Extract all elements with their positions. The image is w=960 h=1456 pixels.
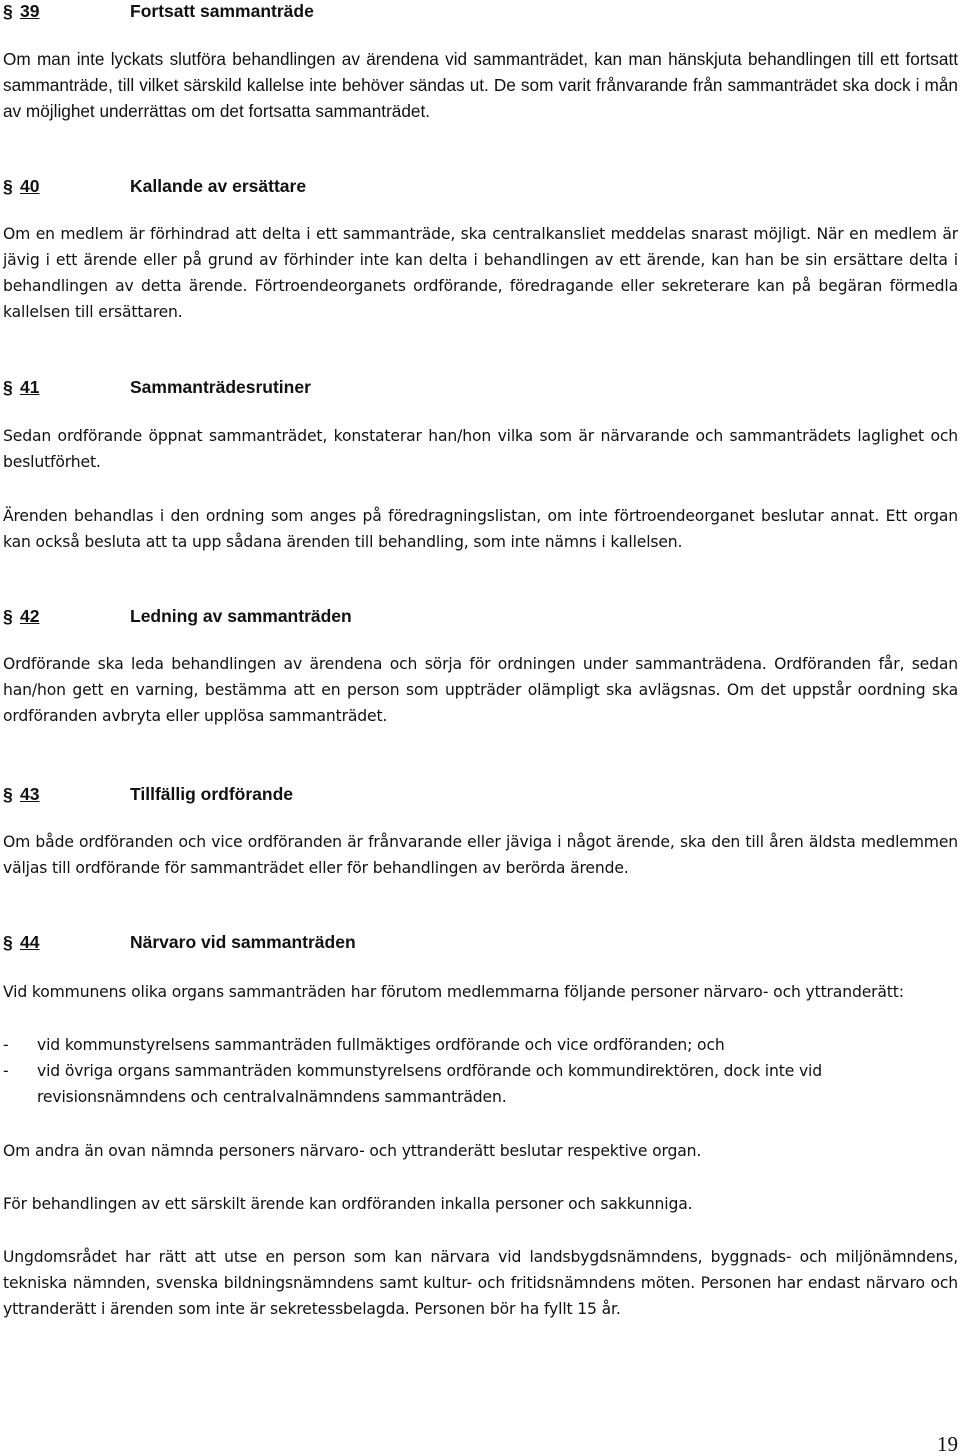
section-title: Fortsatt sammanträde — [130, 1, 314, 21]
section-title: Ledning av sammanträden — [130, 606, 352, 626]
section-number: 44 — [20, 932, 40, 952]
section-heading-41 — [3, 373, 311, 401]
section-heading-44 — [3, 928, 356, 956]
section-title: Kallande av ersättare — [130, 176, 307, 196]
section-symbol: § — [3, 377, 13, 397]
section-symbol: § — [3, 932, 13, 952]
section-43-paragraph: Om både ordföranden och vice ordföranden är frånvarande eller jäviga i något ärende, ska den till åren äldsta medlemmen väljas till ordförande för sammanträdet eller för behandlingen av berörda ärende. — [3, 833, 958, 877]
list-item — [3, 1058, 958, 1110]
section-41-paragraph-2: Ärenden behandlas i den ordning som anges på föredragningslistan, om inte förtroendeorganet beslutar annat. Ett organ kan också besluta att ta upp sådana ärenden till behandling, som inte nämns i kallelsen. — [3, 507, 958, 551]
page-number: 19 — [937, 1432, 958, 1456]
section-44-list — [3, 1032, 958, 1110]
section-symbol: § — [3, 1, 13, 21]
section-number: 42 — [20, 606, 40, 626]
section-number: 43 — [20, 784, 40, 804]
list-item-text: vid kommunstyrelsens sammanträden fullmäktiges ordförande och vice ordföranden; och — [37, 1036, 725, 1054]
section-42-paragraph: Ordförande ska leda behandlingen av ärendena och sörja för ordningen under sammanträdena. Ordföranden får, sedan han/hon gett en varning, bestämma att en person som uppträder olämpligt ska avlägsnas. Om det uppstår oordning ska ordföranden avbryta eller upplösa sammanträdet. — [3, 655, 958, 725]
section-number: 39 — [20, 1, 40, 21]
section-44-paragraph-2: För behandlingen av ett särskilt ärende kan ordföranden inkalla personer och sakkunniga. — [3, 1195, 693, 1213]
list-marker: - — [3, 1036, 9, 1054]
section-title: Närvaro vid sammanträden — [130, 932, 356, 952]
section-41-paragraph-1: Sedan ordförande öppnat sammanträdet, konstaterar han/hon vilka som är närvarande och sammanträdets laglighet och beslutförhet. — [3, 427, 958, 471]
section-number: 41 — [20, 377, 40, 397]
section-44-intro: Vid kommunens olika organs sammanträden har förutom medlemmarna följande personer närvaro- och yttranderätt: — [3, 983, 904, 1001]
list-item-text: vid övriga organs sammanträden kommunstyrelsens ordförande och kommundirektören, dock inte vid revisionsnämndens och centralvalnämndens sammanträden. — [37, 1062, 822, 1106]
section-symbol: § — [3, 176, 13, 196]
section-heading-39 — [3, 0, 314, 25]
section-number: 40 — [20, 176, 40, 196]
section-symbol: § — [3, 784, 13, 804]
list-marker: - — [3, 1062, 9, 1080]
section-40-paragraph: Om en medlem är förhindrad att delta i ett sammanträde, ska centralkansliet meddelas snarast möjligt. När en medlem är jävig i ett ärende eller på grund av förhinder inte kan delta i behandlingen av ett ärende, kan han be sin ersättare delta i behandlingen av detta ärende. Förtroendeorganets ordförande, föredragande eller sekreterare kan på begäran förmedla kallelsen till ersättaren. — [3, 225, 958, 321]
section-44-paragraph-1: Om andra än ovan nämnda personers närvaro- och yttranderätt beslutar respektive organ. — [3, 1142, 702, 1160]
section-44-paragraph-3: Ungdomsrådet har rätt att utse en person som kan närvara vid landsbygdsnämndens, byggnads- och miljönämndens, tekniska nämnden, svenska bildningsnämndens samt kultur- och fritidsnämndens möten. Personen har endast närvaro och yttranderätt i ärenden som inte är sekretessbelagda. Personen bör ha fyllt 15 år. — [3, 1248, 958, 1318]
section-title: Sammanträdesrutiner — [130, 377, 311, 397]
section-heading-42 — [3, 602, 352, 630]
section-heading-40 — [3, 172, 306, 200]
section-symbol: § — [3, 606, 13, 626]
section-heading-43 — [3, 780, 293, 808]
section-39-paragraph: Om man inte lyckats slutföra behandlingen av ärendena vid sammanträdet, kan man hänskjuta behandlingen till ett fortsatt sammanträde, till vilket särskild kallelse inte behöver sändas ut. De som varit frånvarande från sammanträdet ska dock i mån av möjlighet underrättas om det fortsatta sammanträdet. — [3, 49, 958, 121]
section-title: Tillfällig ordförande — [130, 784, 294, 804]
list-item — [3, 1032, 958, 1058]
